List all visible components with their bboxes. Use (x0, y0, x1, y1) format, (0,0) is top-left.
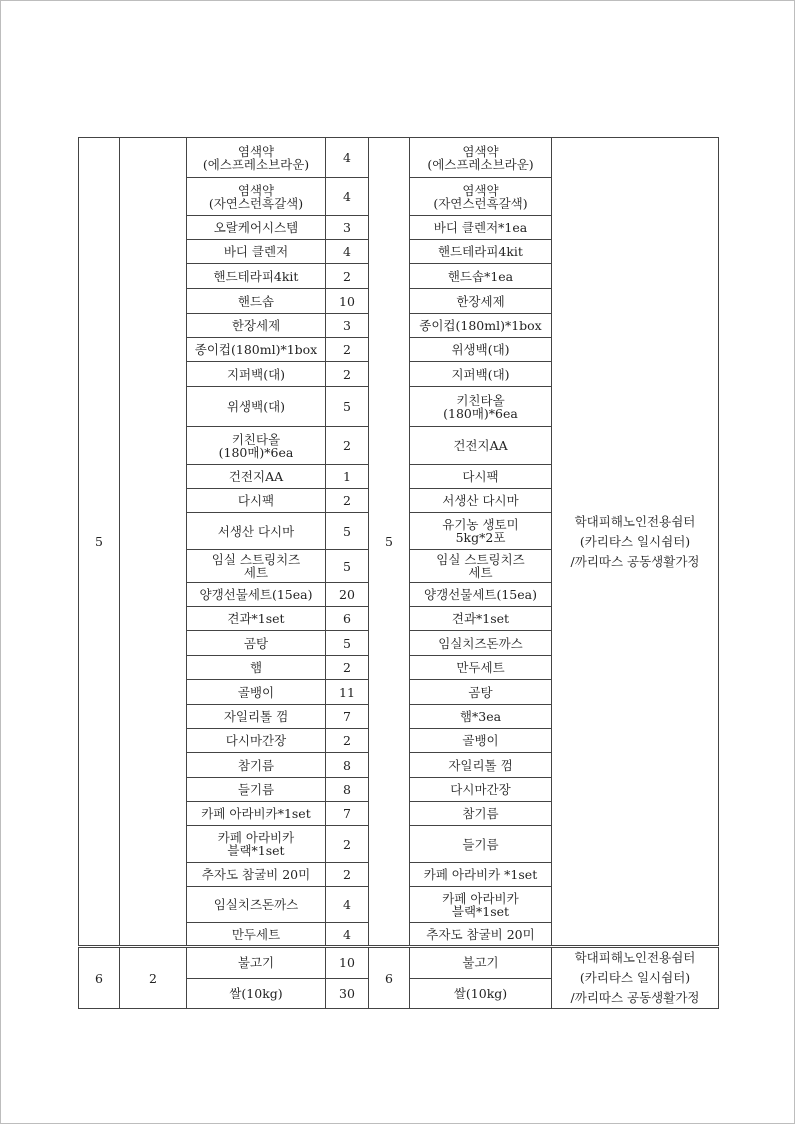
item-name-right-line: 키친타올 (456, 392, 505, 408)
item-name-line: 건전지AA (228, 469, 284, 484)
item-name-right-line: 염색약 (462, 143, 499, 159)
item-quantity: 4 (326, 887, 369, 923)
item-quantity: 2 (326, 863, 369, 887)
item-name-right-line: 양갱선물세트(15ea) (424, 587, 537, 602)
item-name-right (410, 656, 552, 680)
item-name-right-line: 핸드솝*1ea (447, 268, 514, 284)
item-name-right-line: 세트 (468, 565, 493, 580)
item-quantity: 7 (326, 705, 369, 729)
section-number: 5 (79, 138, 120, 947)
item-quantity: 1 (326, 465, 369, 489)
item-name (187, 778, 326, 802)
item-name (187, 550, 326, 583)
item-name-right-line: 만두세트 (456, 660, 505, 675)
item-name-line: 염색약 (237, 143, 275, 159)
item-name-line: 임실치즈돈까스 (213, 897, 299, 912)
item-name-right (410, 607, 552, 631)
recipient-org-line: 학대피해노인전용쉼터 (574, 950, 696, 965)
item-name (187, 513, 326, 550)
item-name-right-line: 햄*3ea (459, 709, 502, 724)
item-name-line: 골뱅이 (237, 684, 275, 700)
item-name-line: 서생산 다시마 (217, 523, 295, 539)
item-name-line: 임실 스트링치즈 (211, 552, 301, 567)
item-name-right (410, 465, 552, 489)
item-name-right-line: 추자도 참굴비 20미 (426, 926, 535, 942)
item-name (187, 680, 326, 705)
item-quantity: 5 (326, 631, 369, 656)
item-name-right (410, 753, 552, 778)
item-name-line: 지퍼백(대) (226, 366, 286, 382)
item-name-right (410, 631, 552, 656)
item-name-right-line: 종이컵(180ml)*1box (419, 318, 542, 333)
item-name-line: 염색약 (237, 182, 275, 198)
item-name-line: 쌀(10kg) (229, 985, 283, 1001)
item-name (187, 729, 326, 753)
item-quantity: 2 (326, 656, 369, 680)
item-quantity: 5 (326, 550, 369, 583)
item-name-right-line: 자일리톨 껌 (448, 757, 513, 773)
item-quantity: 4 (326, 923, 369, 947)
item-name (187, 863, 326, 887)
item-name-right-line: 들기름 (462, 836, 499, 852)
recipient-org-line: (카리타스 일시쉼터) (579, 970, 691, 985)
item-name-right-line: 바디 클렌저*1ea (433, 220, 528, 235)
item-quantity: 11 (326, 680, 369, 705)
item-name-line: 양갱선물세트(15ea) (199, 587, 313, 602)
item-name-line: 핸드솝 (237, 293, 275, 309)
item-name-right (410, 387, 552, 427)
item-name-right (410, 362, 552, 387)
item-name-right-line: 임실치즈돈까스 (438, 635, 523, 651)
recipient-org-line: /까리따스 공동생활가정 (570, 553, 700, 569)
item-name-right (410, 947, 552, 979)
item-name-line: 세트 (243, 565, 269, 580)
item-name-right-line: 핸드테라피4kit (438, 244, 523, 259)
item-name-right-line: 염색약 (462, 182, 499, 198)
item-name-right-line: 건전지AA (453, 438, 508, 453)
item-name (187, 887, 326, 923)
item-name (187, 314, 326, 338)
item-name (187, 216, 326, 240)
item-name-line: 불고기 (237, 955, 275, 971)
item-name-line: 견과*1set (227, 611, 285, 626)
item-name-right (410, 427, 552, 465)
item-name-right-line: 곰탕 (468, 684, 493, 700)
item-name-line: 참기름 (237, 757, 275, 773)
section-count: 2 (120, 947, 187, 1009)
item-quantity: 30 (326, 978, 369, 1008)
item-name-right (410, 178, 552, 216)
item-name (187, 607, 326, 631)
item-quantity: 4 (326, 178, 369, 216)
recipient-org (552, 947, 719, 1009)
item-name (187, 583, 326, 607)
item-name-right (410, 489, 552, 513)
item-name (187, 978, 326, 1008)
item-name-right-line: 지퍼백(대) (451, 366, 510, 382)
table-row (79, 138, 719, 178)
recipient-org-line: /까리따스 공동생활가정 (570, 990, 700, 1005)
item-name (187, 138, 326, 178)
item-quantity: 8 (326, 753, 369, 778)
table-row (79, 947, 719, 979)
item-name-right (410, 264, 552, 289)
item-quantity: 2 (326, 427, 369, 465)
item-name-right (410, 729, 552, 753)
item-name-right (410, 802, 552, 826)
recipient-org-line: 학대피해노인전용쉼터 (574, 513, 696, 529)
section-count (120, 138, 187, 947)
table-body (79, 138, 719, 1009)
item-name-right-line: 서생산 다시마 (442, 493, 519, 508)
item-name-right (410, 513, 552, 550)
item-quantity: 2 (326, 489, 369, 513)
item-name-right (410, 338, 552, 362)
item-quantity: 4 (326, 138, 369, 178)
item-name-line: 블랙*1set (227, 843, 285, 858)
item-name-right-line: 카페 아라비카 (442, 890, 519, 906)
item-name-right-line: 다시마간장 (450, 782, 511, 797)
item-name-right-line: 참기름 (462, 806, 499, 821)
item-name-right (410, 705, 552, 729)
item-name-right (410, 240, 552, 264)
item-name-right (410, 138, 552, 178)
item-name-right-line: 다시팩 (462, 469, 499, 484)
item-name (187, 947, 326, 979)
item-quantity: 2 (326, 338, 369, 362)
item-name (187, 656, 326, 680)
item-name (187, 802, 326, 826)
item-quantity: 2 (326, 362, 369, 387)
item-name (187, 753, 326, 778)
item-quantity: 10 (326, 289, 369, 314)
item-quantity: 2 (326, 264, 369, 289)
item-name-line: 키친타올 (231, 431, 281, 447)
item-name-line: 다시마간장 (225, 733, 287, 748)
item-quantity: 5 (326, 513, 369, 550)
item-name (187, 631, 326, 656)
recipient-org-line: (카리타스 일시쉼터) (579, 533, 691, 549)
item-name-right-line: 불고기 (462, 955, 499, 971)
item-quantity: 4 (326, 240, 369, 264)
item-name (187, 387, 326, 427)
item-name-line: (에스프레소브라운) (202, 156, 310, 172)
section-number-right: 6 (369, 947, 410, 1009)
item-name-right-line: (에스프레소브라운) (427, 156, 534, 172)
item-name-right (410, 923, 552, 947)
item-name-right (410, 216, 552, 240)
item-name (187, 427, 326, 465)
item-name-right (410, 826, 552, 863)
item-name-line: 카페 아라비카 (217, 830, 295, 845)
item-name-right-line: 5kg*2포 (455, 530, 506, 545)
item-name-right (410, 887, 552, 923)
item-quantity: 2 (326, 729, 369, 753)
item-name-line: 곰탕 (243, 635, 269, 651)
item-name-line: 핸드테라피4kit (213, 268, 299, 284)
item-name-right-line: 카페 아라비카 *1set (423, 867, 538, 882)
item-name-line: 다시팩 (237, 493, 275, 508)
item-quantity: 10 (326, 947, 369, 979)
item-quantity: 7 (326, 802, 369, 826)
item-name-line: 만두세트 (231, 926, 281, 942)
item-name-right-line: 유기농 생토미 (442, 517, 519, 532)
item-name-line: 오랄케어시스템 (213, 220, 299, 235)
item-name (187, 178, 326, 216)
item-name-line: 햄 (249, 660, 263, 675)
item-name-right (410, 978, 552, 1008)
item-name-line: 바디 클렌저 (223, 244, 289, 259)
item-name-line: 위생백(대) (226, 399, 286, 414)
item-name (187, 923, 326, 947)
item-name-right-line: 쌀(10kg) (453, 985, 508, 1001)
item-name-right-line: 임실 스트링치즈 (436, 552, 525, 567)
item-name-right (410, 289, 552, 314)
item-name-right-line: 위생백(대) (451, 342, 510, 357)
item-name-line: 카페 아라비카*1set (201, 806, 311, 821)
item-name-right-line: 골뱅이 (462, 733, 499, 748)
item-quantity: 20 (326, 583, 369, 607)
item-name-line: (자연스런흑갈색) (208, 195, 304, 211)
recipient-org (552, 138, 719, 947)
item-name-line: 들기름 (237, 782, 275, 797)
item-quantity: 3 (326, 216, 369, 240)
item-name-right (410, 583, 552, 607)
item-name (187, 264, 326, 289)
item-name-line: 한장세제 (231, 318, 281, 333)
item-name-line: 종이컵(180ml)*1box (194, 342, 318, 357)
item-name (187, 240, 326, 264)
item-name (187, 705, 326, 729)
donation-table (78, 137, 719, 1009)
item-name (187, 362, 326, 387)
item-name (187, 826, 326, 863)
item-quantity: 2 (326, 826, 369, 863)
item-name-line: (180매)*6ea (218, 444, 294, 460)
item-name (187, 489, 326, 513)
item-name-right-line: 견과*1set (451, 611, 510, 626)
item-name-right (410, 550, 552, 583)
item-name-right-line: (자연스런흑갈색) (433, 195, 528, 211)
item-name-right-line: (180매)*6ea (443, 405, 518, 421)
item-name-right (410, 778, 552, 802)
item-name-line: 추자도 참굴비 20미 (201, 867, 311, 882)
item-name-right (410, 680, 552, 705)
item-name-right-line: 블랙*1set (451, 903, 510, 919)
item-name (187, 289, 326, 314)
item-name (187, 465, 326, 489)
item-quantity: 8 (326, 778, 369, 802)
item-quantity: 5 (326, 387, 369, 427)
section-number: 6 (79, 947, 120, 1009)
item-name-line: 자일리톨 껌 (223, 709, 289, 724)
section-number-right: 5 (369, 138, 410, 947)
item-name-right (410, 314, 552, 338)
item-name-right (410, 863, 552, 887)
item-quantity: 3 (326, 314, 369, 338)
item-name-right-line: 한장세제 (456, 293, 505, 309)
item-name (187, 338, 326, 362)
item-quantity: 6 (326, 607, 369, 631)
